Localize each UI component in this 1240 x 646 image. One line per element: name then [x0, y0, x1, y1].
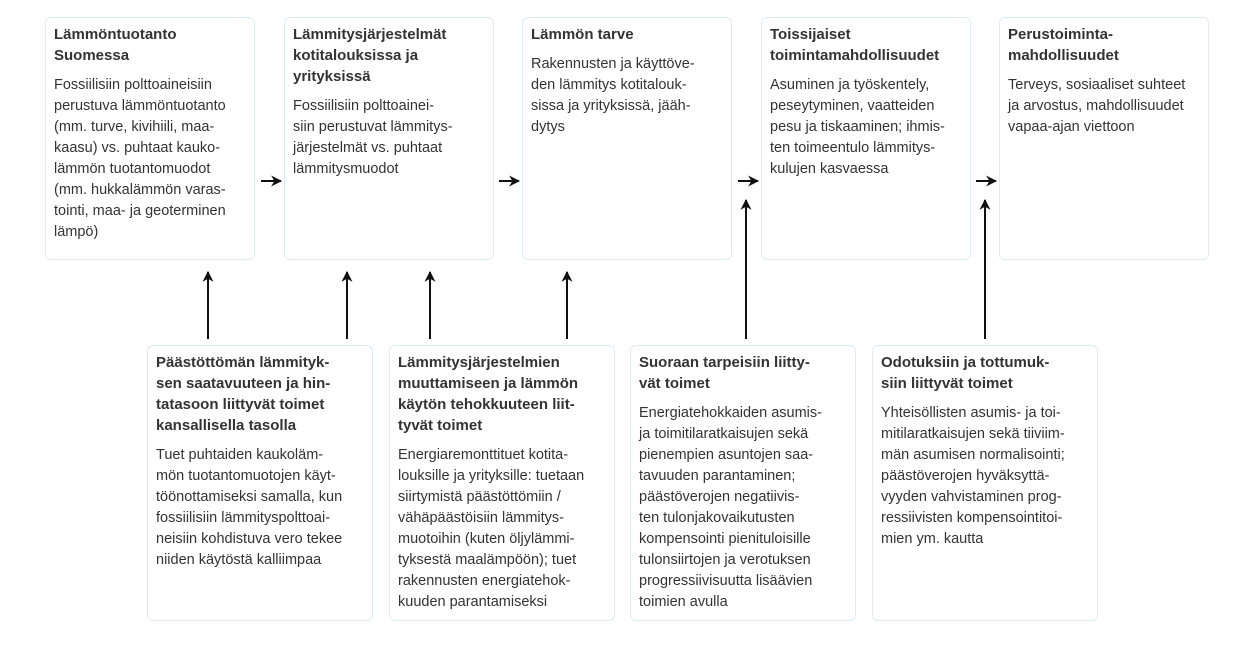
box-expectations-measures-text: Yhteisöllisten asumis- ja toi- mitilaratkaisujen sekä tiiviim- män asumisen normalisointi; päästöverojen hyväksyttä- vyyden vahvistaminen prog- ressiivisten kompensointitoi- mien ym. kautta: [881, 405, 1065, 547]
box-basic-capabilities-title: Perustoiminta- mahdollisuudet: [1008, 26, 1119, 64]
box-heating-systems-title: Lämmitysjärjestelmät kotitalouksissa ja yrityksissä: [293, 26, 447, 85]
box-heating-systems-text: Fossiilisiin polttoainei- siin perustuvat lämmitys- järjestelmät vs. puhtaat lämmitysmuodot: [293, 98, 453, 177]
box-heat-demand-title: Lämmön tarve: [531, 26, 634, 43]
box-secondary-capabilities-text: Asuminen ja työskentely, peseytyminen, vaatteiden pesu ja tiskaaminen; ihmis- ten toimeentulo lämmitys- kulujen kasvaessa: [770, 77, 945, 177]
box-basic-capabilities-text: Terveys, sosiaaliset suhteet ja arvostus, mahdollisuudet vapaa-ajan viettoon: [1008, 77, 1186, 135]
box-secondary-capabilities-title: Toissijaiset toimintamahdollisuudet: [770, 26, 940, 64]
box-direct-needs-measures-title: Suoraan tarpeisiin liitty- vät toimet: [639, 354, 810, 392]
box-direct-needs-measures-text: Energiatehokkaiden asumis- ja toimitilaratkaisujen sekä pienempien asuntojen saa- tavuuden parantaminen; päästöverojen negatiivis- ten tulonjakovaikutusten kompensointi pienituloisille tulonsiirtojen ja verotuksen progressiivisuutta lisäävien toimien avulla: [639, 405, 822, 610]
box-heat-production-title: Lämmöntuotanto Suomessa: [54, 26, 177, 64]
box-heat-demand-text: Rakennusten ja käyttöve- den lämmitys kotitalouk- sissa ja yrityksissä, jääh- dytys: [531, 56, 695, 135]
box-heat-production-text: Fossiilisiin polttoaineisiin perustuva lämmöntuotanto (mm. turve, kivihiili, maa- kaasu) vs. puhtaat kauko- lämmön tuotantomuodot (mm. hukkalämmön varas- tointi, maa- ja geoterminen lämpö): [54, 77, 226, 240]
box-emission-free-measures-text: Tuet puhtaiden kaukoläm- mön tuotantomuotojen käyt- töönottamiseksi samalla, kun fossiilisiin lämmityspolttoai- neisiin kohdistuva vero tekee niiden käytöstä kalliimpaa: [156, 447, 343, 568]
box-expectations-measures-title: Odotuksiin ja tottumuk- siin liittyvät toimet: [881, 354, 1050, 392]
box-heating-system-change-measures-title: Lämmitysjärjestelmien muuttamiseen ja lämmön käytön tehokkuuteen liit- tyvät toimet: [398, 354, 579, 434]
box-emission-free-measures-title: Päästöttömän lämmityk- sen saatavuuteen ja hin- tatasoon liittyvät toimet kansallisella tasolla: [156, 354, 331, 434]
box-heating-system-change-measures-text: Energiaremonttituet kotita- louksille ja yrityksille: tuetaan siirtymistä päästöttömiin / vähäpäästöisiin lämmitys- muotoihin (kuten öljylämmi- tyksestä maalämpöön); tuet rakennusten energiatehok- kuuden parantamiseksi: [398, 447, 585, 610]
